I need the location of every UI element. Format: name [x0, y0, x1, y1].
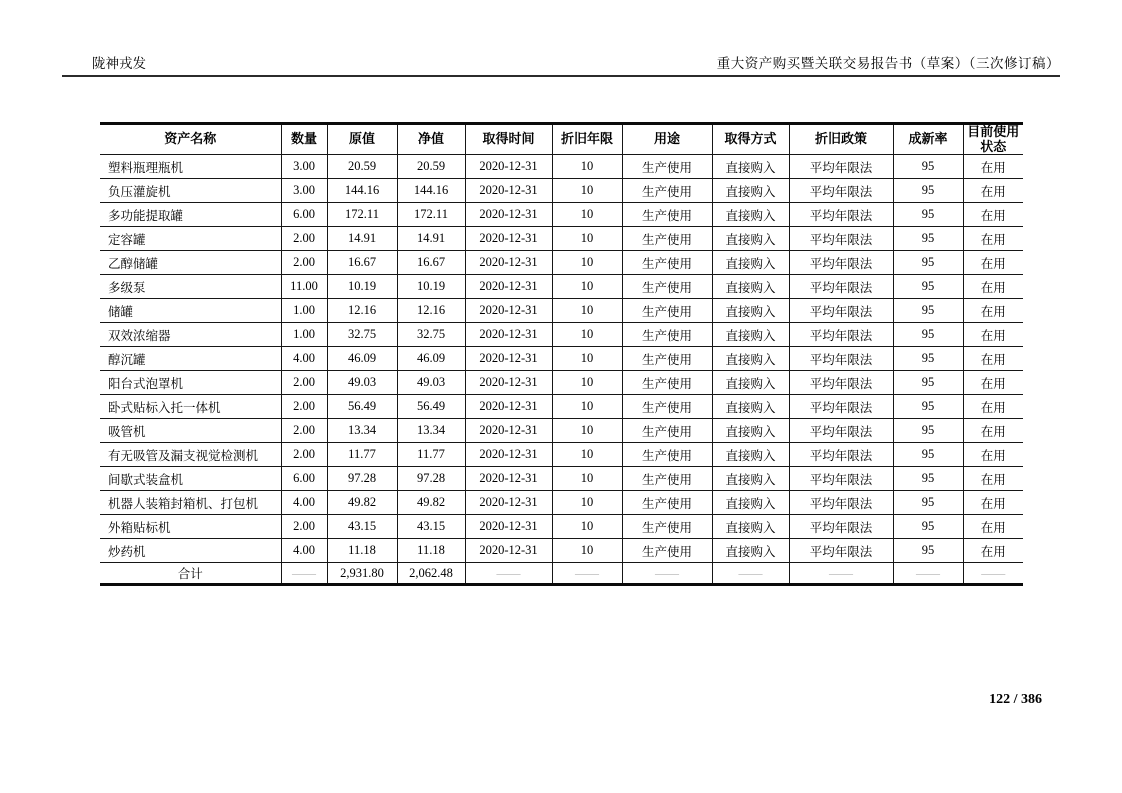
asset-name-cell: 外箱贴标机	[100, 515, 281, 539]
page-number: 122 / 386	[989, 692, 1042, 707]
value-cell: 直接购入	[712, 515, 789, 539]
value-cell: ——	[893, 563, 963, 585]
value-cell: 97.28	[327, 467, 397, 491]
value-cell: 46.09	[397, 347, 465, 371]
value-cell: 生产使用	[622, 371, 712, 395]
header-document-title: 重大资产购买暨关联交易报告书（草案）（三次修订稿）	[716, 56, 1060, 71]
value-cell: 6.00	[281, 467, 327, 491]
column-header: 取得时间	[465, 124, 552, 155]
fixed-asset-table	[100, 122, 1023, 586]
value-cell: ——	[789, 563, 893, 585]
value-cell: ——	[712, 563, 789, 585]
value-cell: 12.16	[397, 299, 465, 323]
column-header: 净值	[397, 124, 465, 155]
table-row	[100, 251, 1023, 275]
value-cell: 生产使用	[622, 539, 712, 563]
value-cell: 生产使用	[622, 203, 712, 227]
asset-name-cell: 炒药机	[100, 539, 281, 563]
value-cell: 2020-12-31	[465, 299, 552, 323]
value-cell: 49.03	[327, 371, 397, 395]
value-cell: 直接购入	[712, 155, 789, 179]
value-cell: 10	[552, 347, 622, 371]
value-cell: 95	[893, 491, 963, 515]
value-cell: 直接购入	[712, 203, 789, 227]
value-cell: 直接购入	[712, 443, 789, 467]
value-cell: 10	[552, 227, 622, 251]
value-cell: 2,931.80	[327, 563, 397, 585]
value-cell: 在用	[963, 491, 1023, 515]
value-cell: 10	[552, 155, 622, 179]
value-cell: 2.00	[281, 227, 327, 251]
value-cell: 49.82	[397, 491, 465, 515]
value-cell: 13.34	[397, 419, 465, 443]
value-cell: 16.67	[327, 251, 397, 275]
value-cell: 10	[552, 323, 622, 347]
value-cell: 在用	[963, 347, 1023, 371]
asset-name-cell: 乙醇储罐	[100, 251, 281, 275]
value-cell: 平均年限法	[789, 419, 893, 443]
value-cell: 95	[893, 299, 963, 323]
value-cell: 56.49	[397, 395, 465, 419]
table-row	[100, 515, 1023, 539]
value-cell: 2020-12-31	[465, 419, 552, 443]
value-cell: 32.75	[327, 323, 397, 347]
value-cell: 2020-12-31	[465, 539, 552, 563]
value-cell: 95	[893, 371, 963, 395]
value-cell: 直接购入	[712, 275, 789, 299]
value-cell: 11.18	[397, 539, 465, 563]
value-cell: 95	[893, 227, 963, 251]
value-cell: 10	[552, 179, 622, 203]
value-cell: 172.11	[327, 203, 397, 227]
value-cell: 2020-12-31	[465, 515, 552, 539]
table-total-row	[100, 563, 1023, 585]
table-row	[100, 539, 1023, 563]
value-cell: ——	[622, 563, 712, 585]
asset-name-cell: 多级泵	[100, 275, 281, 299]
table-row	[100, 203, 1023, 227]
value-cell: 2020-12-31	[465, 347, 552, 371]
value-cell: 14.91	[397, 227, 465, 251]
value-cell: 3.00	[281, 179, 327, 203]
value-cell: 2.00	[281, 371, 327, 395]
value-cell: 直接购入	[712, 419, 789, 443]
table-row	[100, 275, 1023, 299]
value-cell: ——	[281, 563, 327, 585]
table-row	[100, 419, 1023, 443]
value-cell: 49.82	[327, 491, 397, 515]
value-cell: 平均年限法	[789, 467, 893, 491]
value-cell: ——	[465, 563, 552, 585]
value-cell: 11.77	[327, 443, 397, 467]
value-cell: 95	[893, 251, 963, 275]
value-cell: 10	[552, 275, 622, 299]
value-cell: 直接购入	[712, 347, 789, 371]
value-cell: 10	[552, 467, 622, 491]
value-cell: 49.03	[397, 371, 465, 395]
value-cell: 2.00	[281, 419, 327, 443]
value-cell: 在用	[963, 467, 1023, 491]
value-cell: 2020-12-31	[465, 491, 552, 515]
value-cell: 直接购入	[712, 299, 789, 323]
value-cell: 2020-12-31	[465, 155, 552, 179]
column-header: 原值	[327, 124, 397, 155]
value-cell: 10	[552, 491, 622, 515]
value-cell: 10	[552, 419, 622, 443]
table-header-row	[100, 124, 1023, 155]
value-cell: 11.18	[327, 539, 397, 563]
value-cell: 20.59	[327, 155, 397, 179]
value-cell: 在用	[963, 299, 1023, 323]
value-cell: 在用	[963, 371, 1023, 395]
value-cell: 生产使用	[622, 299, 712, 323]
value-cell: 平均年限法	[789, 275, 893, 299]
value-cell: 2020-12-31	[465, 443, 552, 467]
value-cell: 平均年限法	[789, 203, 893, 227]
table-row	[100, 395, 1023, 419]
value-cell: 2.00	[281, 251, 327, 275]
value-cell: 2020-12-31	[465, 251, 552, 275]
asset-name-cell: 醇沉罐	[100, 347, 281, 371]
value-cell: 平均年限法	[789, 515, 893, 539]
value-cell: 平均年限法	[789, 395, 893, 419]
value-cell: 95	[893, 203, 963, 227]
asset-name-cell: 储罐	[100, 299, 281, 323]
value-cell: 生产使用	[622, 275, 712, 299]
column-header: 资产名称	[100, 124, 281, 155]
value-cell: 直接购入	[712, 395, 789, 419]
value-cell: 直接购入	[712, 251, 789, 275]
header-company-name: 陇神戎发	[92, 56, 146, 71]
value-cell: 平均年限法	[789, 299, 893, 323]
value-cell: 11.77	[397, 443, 465, 467]
value-cell: 10.19	[327, 275, 397, 299]
page-header	[62, 50, 1060, 77]
value-cell: 2.00	[281, 395, 327, 419]
asset-name-cell: 卧式贴标入托一体机	[100, 395, 281, 419]
value-cell: 4.00	[281, 347, 327, 371]
value-cell: 2020-12-31	[465, 371, 552, 395]
value-cell: 在用	[963, 203, 1023, 227]
value-cell: 2020-12-31	[465, 179, 552, 203]
value-cell: 在用	[963, 155, 1023, 179]
asset-name-cell: 多功能提取罐	[100, 203, 281, 227]
value-cell: 95	[893, 347, 963, 371]
value-cell: 32.75	[397, 323, 465, 347]
column-header: 折旧年限	[552, 124, 622, 155]
value-cell: 10	[552, 371, 622, 395]
value-cell: ——	[552, 563, 622, 585]
value-cell: 生产使用	[622, 467, 712, 491]
value-cell: 6.00	[281, 203, 327, 227]
value-cell: 11.00	[281, 275, 327, 299]
value-cell: 10.19	[397, 275, 465, 299]
value-cell: 95	[893, 395, 963, 419]
value-cell: 直接购入	[712, 227, 789, 251]
table-row	[100, 347, 1023, 371]
value-cell: 直接购入	[712, 467, 789, 491]
value-cell: 2020-12-31	[465, 323, 552, 347]
value-cell: 平均年限法	[789, 539, 893, 563]
column-header: 数量	[281, 124, 327, 155]
value-cell: 20.59	[397, 155, 465, 179]
value-cell: 生产使用	[622, 347, 712, 371]
value-cell: 直接购入	[712, 323, 789, 347]
value-cell: 13.34	[327, 419, 397, 443]
table-row	[100, 467, 1023, 491]
value-cell: 直接购入	[712, 539, 789, 563]
table-row	[100, 371, 1023, 395]
value-cell: 10	[552, 443, 622, 467]
value-cell: 在用	[963, 323, 1023, 347]
value-cell: 12.16	[327, 299, 397, 323]
value-cell: 10	[552, 395, 622, 419]
value-cell: 生产使用	[622, 251, 712, 275]
value-cell: 生产使用	[622, 323, 712, 347]
value-cell: 10	[552, 251, 622, 275]
value-cell: 生产使用	[622, 419, 712, 443]
column-header: 成新率	[893, 124, 963, 155]
value-cell: 生产使用	[622, 227, 712, 251]
value-cell: 平均年限法	[789, 371, 893, 395]
value-cell: 95	[893, 155, 963, 179]
value-cell: 在用	[963, 515, 1023, 539]
asset-name-cell: 负压灌旋机	[100, 179, 281, 203]
value-cell: 在用	[963, 539, 1023, 563]
value-cell: 生产使用	[622, 443, 712, 467]
value-cell: 2020-12-31	[465, 467, 552, 491]
value-cell: 172.11	[397, 203, 465, 227]
value-cell: 平均年限法	[789, 347, 893, 371]
value-cell: 生产使用	[622, 395, 712, 419]
value-cell: 95	[893, 179, 963, 203]
value-cell: 平均年限法	[789, 179, 893, 203]
value-cell: 43.15	[327, 515, 397, 539]
value-cell: 直接购入	[712, 179, 789, 203]
column-header: 用途	[622, 124, 712, 155]
asset-name-cell: 合计	[100, 563, 281, 585]
value-cell: 平均年限法	[789, 323, 893, 347]
value-cell: 直接购入	[712, 371, 789, 395]
value-cell: 14.91	[327, 227, 397, 251]
value-cell: 在用	[963, 251, 1023, 275]
column-header: 目前使用状态	[963, 124, 1023, 155]
asset-name-cell: 塑料瓶理瓶机	[100, 155, 281, 179]
value-cell: 2020-12-31	[465, 275, 552, 299]
value-cell: 在用	[963, 419, 1023, 443]
table-row	[100, 299, 1023, 323]
value-cell: 16.67	[397, 251, 465, 275]
value-cell: 平均年限法	[789, 251, 893, 275]
value-cell: 2020-12-31	[465, 203, 552, 227]
value-cell: 95	[893, 419, 963, 443]
value-cell: 在用	[963, 443, 1023, 467]
asset-name-cell: 吸管机	[100, 419, 281, 443]
value-cell: 4.00	[281, 491, 327, 515]
column-header: 取得方式	[712, 124, 789, 155]
value-cell: 95	[893, 275, 963, 299]
value-cell: 2.00	[281, 515, 327, 539]
column-header: 折旧政策	[789, 124, 893, 155]
value-cell: 144.16	[397, 179, 465, 203]
asset-name-cell: 间歇式装盒机	[100, 467, 281, 491]
value-cell: 97.28	[397, 467, 465, 491]
value-cell: 1.00	[281, 299, 327, 323]
table-row	[100, 179, 1023, 203]
value-cell: 生产使用	[622, 515, 712, 539]
value-cell: 平均年限法	[789, 227, 893, 251]
table-row	[100, 227, 1023, 251]
value-cell: 平均年限法	[789, 491, 893, 515]
value-cell: 10	[552, 515, 622, 539]
asset-name-cell: 双效浓缩器	[100, 323, 281, 347]
value-cell: 144.16	[327, 179, 397, 203]
value-cell: 4.00	[281, 539, 327, 563]
value-cell: 95	[893, 467, 963, 491]
value-cell: 3.00	[281, 155, 327, 179]
value-cell: 2,062.48	[397, 563, 465, 585]
value-cell: 95	[893, 515, 963, 539]
value-cell: 1.00	[281, 323, 327, 347]
value-cell: 95	[893, 443, 963, 467]
table-row	[100, 443, 1023, 467]
value-cell: 生产使用	[622, 155, 712, 179]
value-cell: 10	[552, 203, 622, 227]
value-cell: 平均年限法	[789, 155, 893, 179]
value-cell: 10	[552, 539, 622, 563]
value-cell: 在用	[963, 275, 1023, 299]
asset-name-cell: 阳台式泡罩机	[100, 371, 281, 395]
table-body	[100, 155, 1023, 585]
value-cell: 在用	[963, 227, 1023, 251]
asset-name-cell: 定容罐	[100, 227, 281, 251]
value-cell: 生产使用	[622, 179, 712, 203]
value-cell: 2020-12-31	[465, 227, 552, 251]
table-row	[100, 491, 1023, 515]
table-row	[100, 155, 1023, 179]
asset-name-cell: 机器人装箱封箱机、打包机	[100, 491, 281, 515]
value-cell: 95	[893, 539, 963, 563]
value-cell: 43.15	[397, 515, 465, 539]
value-cell: 在用	[963, 395, 1023, 419]
value-cell: 2.00	[281, 443, 327, 467]
value-cell: 在用	[963, 179, 1023, 203]
value-cell: 95	[893, 323, 963, 347]
value-cell: 2020-12-31	[465, 395, 552, 419]
value-cell: ——	[963, 563, 1023, 585]
value-cell: 46.09	[327, 347, 397, 371]
table-row	[100, 323, 1023, 347]
value-cell: 生产使用	[622, 491, 712, 515]
value-cell: 平均年限法	[789, 443, 893, 467]
value-cell: 直接购入	[712, 491, 789, 515]
value-cell: 10	[552, 299, 622, 323]
asset-name-cell: 有无吸管及漏支视觉检测机	[100, 443, 281, 467]
value-cell: 56.49	[327, 395, 397, 419]
